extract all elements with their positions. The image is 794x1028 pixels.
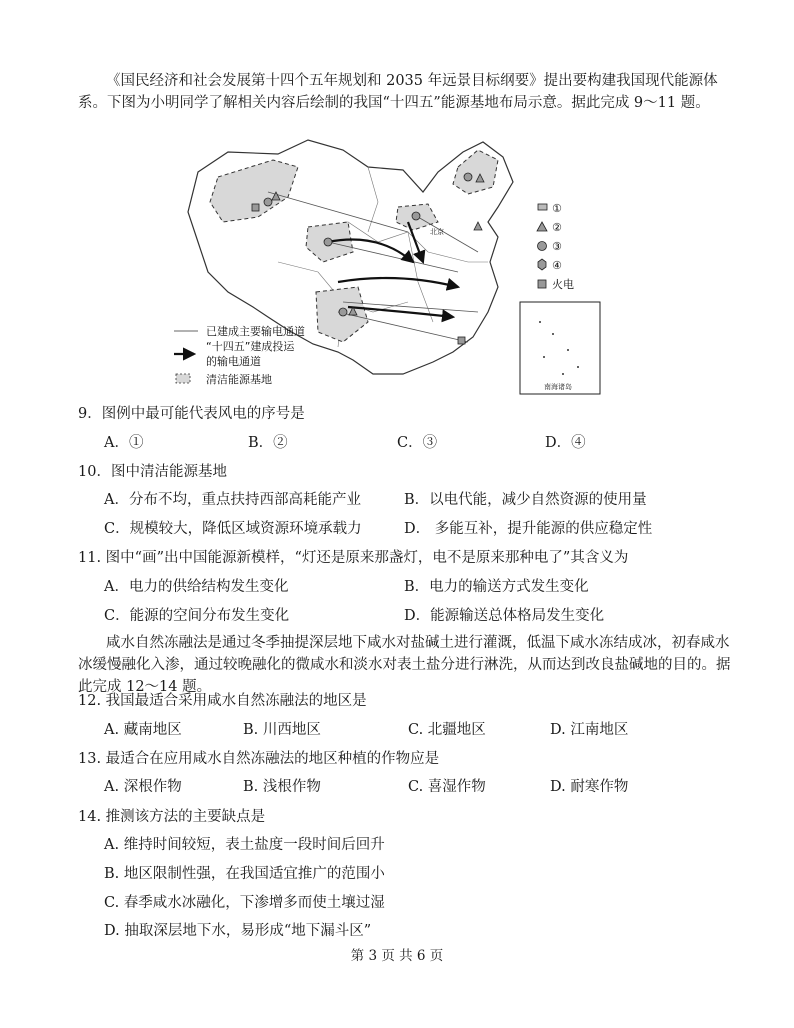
legend-planned-line-2: 的输电通道 [206, 355, 261, 368]
q12-option-c: C. 北疆地区 [408, 722, 486, 738]
question-10-stem: 10．图中清洁能源基地 [78, 464, 227, 480]
legend-item-2: ② [552, 221, 562, 234]
legend-item-1: ① [552, 202, 562, 215]
q13-option-a: A. 深根作物 [104, 779, 182, 795]
legend-clean-base: 清洁能源基地 [206, 373, 272, 386]
q13-option-b: B. 浅根作物 [243, 779, 321, 795]
city-label-beijing: 北京 [430, 228, 444, 236]
intro-paragraph-1: 《国民经济和社会发展第十四个五年规划和 2035 年远景目标纲要》提出要构建我国现代能源体系。下图为小明同学了解相关内容后绘制的我国“十四五”能源基地布局示意。据此完成 9～11 题。 [78, 73, 718, 111]
question-14-stem: 14. 推测该方法的主要缺点是 [78, 809, 266, 825]
legend-item-4: ④ [552, 259, 562, 272]
q9-option-a: A．① [104, 435, 144, 451]
q14-option-d: D. 抽取深层地下水，易形成“地下漏斗区” [104, 923, 372, 939]
question-13-stem: 13. 最适合在应用咸水自然冻融法的地区种植的作物应是 [78, 751, 440, 767]
map-legend-left [174, 324, 305, 386]
legend-item-thermal: 火电 [552, 278, 574, 291]
question-11-stem: 11. 图中“画”出中国能源新模样，“灯还是原来那盏灯，电不是原来那种电了”其含义为 [78, 550, 629, 566]
question-12-stem: 12. 我国最适合采用咸水自然冻融法的地区是 [78, 693, 367, 709]
q11-option-b: B．电力的输送方式发生变化 [404, 579, 589, 595]
intro-paragraph-2: 咸水自然冻融法是通过冬季抽提深层地下咸水对盐碱土进行灌溉，低温下咸水冻结成冰，初春咸水冰缓慢融化入渗，通过较晚融化的微咸水和淡水对表土盐分进行淋洗，从而达到改良盐碱地的目的。据此完成 12～14 题。 [78, 635, 731, 695]
q12-option-d: D. 江南地区 [550, 722, 629, 738]
legend-existing-line: 已建成主要输电通道 [206, 325, 305, 338]
q10-option-c: C．规模较大，降低区域资源环境承载力 [104, 521, 362, 537]
inset-label: 南海诸岛 [544, 383, 572, 391]
q11-option-d: D．能源输送总体格局发生变化 [404, 608, 605, 624]
map-legend-right [537, 202, 574, 291]
q10-option-d: D． 多能互补，提升能源的供应稳定性 [404, 521, 653, 537]
q12-option-a: A. 藏南地区 [104, 722, 182, 738]
legend-planned-line-1: “十四五”建成投运 [206, 340, 295, 353]
q12-option-b: B. 川西地区 [243, 722, 321, 738]
q10-option-a: A．分布不均，重点扶持西部高耗能产业 [104, 492, 361, 508]
energy-base-map [168, 112, 628, 402]
q14-option-b: B. 地区限制性强，在我国适宜推广的范围小 [104, 866, 385, 882]
legend-item-3: ③ [552, 240, 562, 253]
q13-option-c: C. 喜湿作物 [408, 779, 486, 795]
q9-option-c: C．③ [397, 435, 438, 451]
q10-option-b: B．以电代能，减少自然资源的使用量 [404, 492, 647, 508]
q14-option-a: A. 维持时间较短，表土盐度一段时间后回升 [104, 837, 385, 853]
south-sea-inset [520, 302, 600, 394]
q11-option-a: A．电力的供给结构发生变化 [104, 579, 289, 595]
q13-option-d: D. 耐寒作物 [550, 779, 629, 795]
q11-option-c: C．能源的空间分布发生变化 [104, 608, 290, 624]
question-9-stem: 9．图例中最可能代表风电的序号是 [78, 406, 305, 422]
q14-option-c: C. 春季咸水冰融化，下渗增多而使土壤过湿 [104, 895, 385, 911]
q9-option-d: D．④ [545, 435, 586, 451]
q9-option-b: B．② [248, 435, 288, 451]
page-footer: 第 3 页 共 6 页 [350, 948, 444, 964]
